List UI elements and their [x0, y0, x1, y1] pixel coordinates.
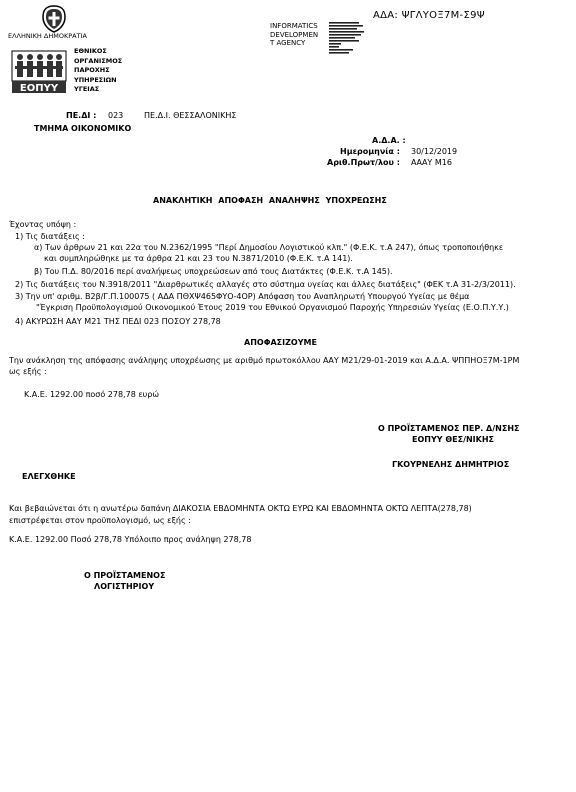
pedi-label: ΠΕ.ΔΙ : [66, 111, 97, 120]
stamp-line: INFORMATICS [270, 22, 318, 30]
certify-kae: Κ.Α.Ε. 1292.00 Ποσό 278,78 Υπόλοιπο προς ανάληψη 278,78 [9, 535, 252, 544]
coat-of-arms-icon [41, 5, 67, 33]
ministry-label: ΕΛΛΗΝΙΚΗ ΔΗΜΟΚΡΑΤΙΑ [8, 32, 87, 40]
certify-text: επιστρέφεται στον προϋπολογισμό, ως εξής : [9, 516, 191, 525]
decide-heading: ΑΠΟΦΑΣΙΖΟΥΜΕ [244, 338, 317, 347]
document-title: ΑΝΑΚΛΗΤΙΚΗ ΑΠΟΦΑΣΗ ΑΝΑΛΗΨΗΣ ΥΠΟΧΡΕΩΣΗΣ [153, 196, 387, 205]
considering-item: 3) Την υπ' αριθμ. Β2β/Γ.Π.100075 ( ΑΔΑ ΠΘΧΨ465ΦΥΟ-4ΟΡ) Απόφαση του Αναπληρωτή Υπουργού Υγείας με θέμα [15, 292, 470, 301]
considering-item: και συμπληρώθηκε με τα άρθρα 21 και 23 του Ν.3871/2010 (Φ.Ε.Κ. τ.Α 141). [44, 254, 353, 263]
org-line: ΥΓΕΙΑΣ [74, 85, 100, 93]
considering-item: β) Του Π.Δ. 80/2016 περί αναλήψεως υποχρεώσεων από τους Διατάκτες (Φ.Ε.Κ. τ.Α 145). [34, 267, 393, 276]
signatory-name: ΓΚΟΥΡΝΕΛΗΣ ΔΗΜΗΤΡΙΟΣ [392, 460, 510, 469]
protocol-value: ΑΑΑΥ Μ16 [411, 158, 452, 167]
org-line: ΥΠΗΡΕΣΙΩΝ [74, 75, 117, 84]
considering-intro: Έχοντας υπόψη : [9, 220, 77, 229]
checked-label: ΕΛΕΓΧΘΗΚΕ [22, 472, 76, 481]
considering-item: 2) Τις διατάξεις του Ν.3918/2011 "Διαρθρωτικές αλλαγές στο σύστημα υγείας και άλλες διατάξεις" (ΦΕΚ τ.Α 31-2/3/2011). [15, 280, 516, 289]
signatory-office: ΕΟΠΥΥ ΘΕΣ/ΝΙΚΗΣ [412, 435, 495, 444]
svg-text:ΕΟΠΥΥ: ΕΟΠΥΥ [19, 83, 59, 94]
considering-item: 4) ΑΚΥΡΩΣΗ ΑΑΥ Μ21 ΤΗΣ ΠΕΔΙ 023 ΠΟΣΟΥ 278,78 [15, 317, 221, 326]
stamp-line: T AGENCY [270, 39, 306, 47]
signatory-title: Ο ΠΡΟΪΣΤΑΜΕΝΟΣ ΠΕΡ. Δ/ΝΣΗΣ [378, 424, 520, 433]
ada-header: ΑΔΑ: ΨΓΛΥΟΞ7Μ-Σ9Ψ [373, 10, 485, 21]
org-line: ΠΑΡΟΧΗΣ [74, 66, 110, 74]
org-line: ΟΡΓΑΝΙΣΜΟΣ [74, 56, 123, 65]
decision-text: Την ανάκληση της απόφασης ανάληψης υποχρέωσης με αριθμό πρωτοκόλλου ΑΑΥ Μ21/29-01-2019 και Α.Δ.Α. ΨΠΠΗΟΞ7Μ-1ΡΜ [9, 356, 520, 365]
considering-item: α) Των άρθρων 21 και 22α του Ν.2362/1995 "Περί Δημοσίου Λογιστικού κλπ." (Φ.Ε.Κ. τ.Α 247), όπως τροποποιήθηκε [34, 243, 504, 252]
stamp-line: DEVELOPMEN [270, 30, 319, 39]
eopyy-logo [11, 50, 67, 94]
date-value: 30/12/2019 [411, 147, 458, 156]
org-line: ΕΘΝΙΚΟΣ [74, 47, 107, 55]
ada-ref-label: Α.Δ.Α. : [372, 136, 406, 145]
department-label: ΤΜΗΜΑ ΟΙΚΟΝΟΜΙΚΟ [34, 124, 132, 133]
digital-signature-stamp [270, 22, 318, 48]
decision-text: ως εξής : [9, 367, 47, 376]
date-label: Ημερομηνία : [340, 147, 400, 156]
decision-kae: Κ.Α.Ε. 1292.00 ποσό 278,78 ευρώ [24, 390, 160, 399]
signature-fine-print [329, 22, 365, 58]
pedi-name: ΠΕ.Δ.Ι. ΘΕΣΣΑΛΟΝΙΚΗΣ [144, 111, 237, 120]
considering-item: 1) Τις διατάξεις : [15, 232, 85, 241]
accounting-head-title: Ο ΠΡΟΪΣΤΑΜΕΝΟΣ [84, 571, 166, 580]
pedi-code: 023 [108, 111, 124, 120]
protocol-label: Αριθ.Πρωτ/λου : [327, 158, 400, 167]
certify-text: Και βεβαιώνεται ότι η ανωτέρω δαπάνη ΔΙΑΚΟΣΙΑ ΕΒΔΟΜΗΝΤΑ ΟΚΤΩ ΕΥΡΩ ΚΑΙ ΕΒΔΟΜΗΝΤΑ ΟΚΤΩ ΛΕΠΤΑ(278,78) [9, 504, 472, 513]
organization-name [74, 47, 122, 95]
considering-item: "Έγκριση Προϋπολογισμού Οικονομικού Έτους 2019 του Εθνικού Οργανισμού Παροχής Υπηρεσιών Υγείας (Ε.Ο.Π.Υ.Υ.) [36, 303, 509, 312]
accounting-head-office: ΛΟΓΙΣΤΗΡΙΟΥ [94, 582, 155, 591]
